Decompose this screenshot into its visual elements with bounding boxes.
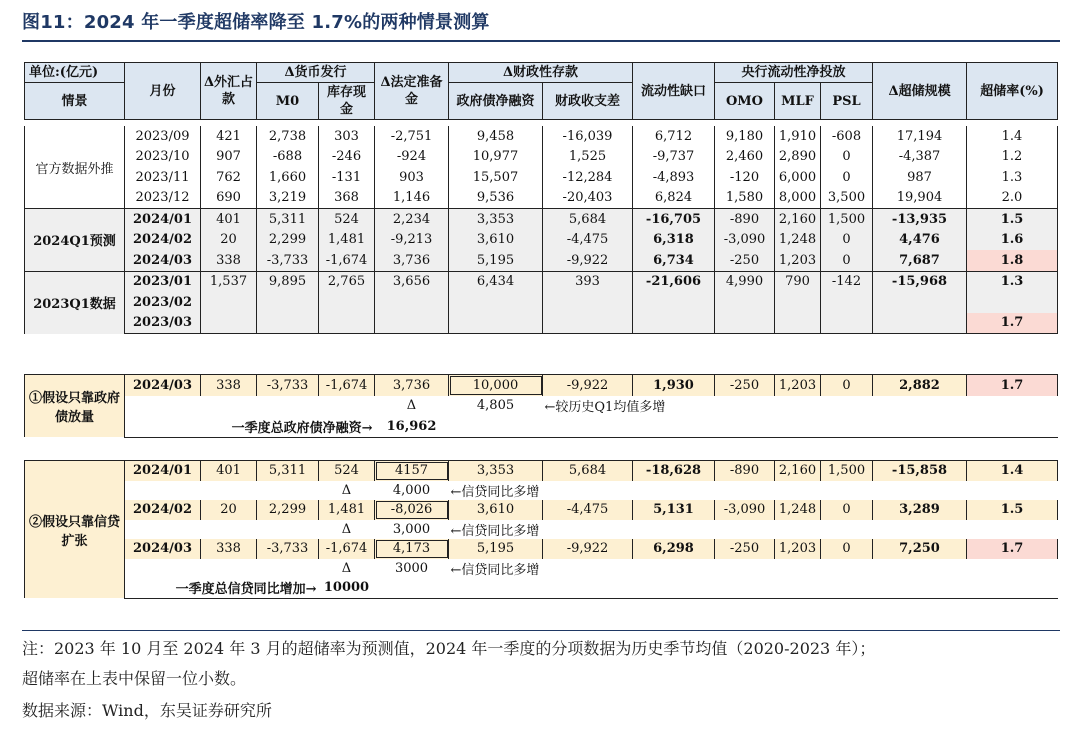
data-cell: 1,146 (375, 188, 449, 209)
empty-cell (201, 520, 257, 540)
table-row (25, 481, 1058, 501)
data-cell: -15,968 (873, 271, 967, 292)
data-cell (319, 313, 375, 334)
data-cell: 3,610 (449, 500, 543, 520)
data-cell: 1.3 (967, 167, 1058, 188)
data-cell: 0 (821, 147, 873, 168)
data-cell: 338 (201, 250, 257, 271)
data-cell: 762 (201, 167, 257, 188)
data-cell: 903 (375, 167, 449, 188)
data-cell: 1.2 (967, 147, 1058, 168)
data-cell: -688 (257, 147, 319, 168)
data-cell: 1,660 (257, 167, 319, 188)
header-month: 月份 (125, 63, 201, 120)
data-cell: 1.5 (967, 209, 1058, 230)
total-value: 16,962 (375, 416, 449, 437)
data-cell: -9,213 (375, 230, 449, 251)
data-cell: 1,203 (775, 250, 821, 271)
data-cell: 2,234 (375, 209, 449, 230)
data-cell: 1,500 (821, 461, 873, 481)
header-psl: PSL (821, 83, 873, 120)
data-cell: -3,090 (715, 230, 775, 251)
data-cell: 1,537 (201, 271, 257, 292)
scenario-label: 2024Q1预测 (25, 209, 125, 272)
data-cell: 2024/01 (125, 461, 201, 481)
data-cell: 5,684 (543, 461, 633, 481)
data-cell: 0 (821, 500, 873, 520)
empty-cell (967, 396, 1058, 417)
empty-cell (449, 416, 1058, 437)
data-cell: 5,311 (257, 461, 319, 481)
data-cell: 10,000 (449, 375, 543, 396)
data-cell: 421 (201, 126, 257, 147)
header-cash-group: Δ货币发行 (257, 63, 375, 83)
scenario1-table (24, 374, 1058, 438)
data-cell: -4,387 (873, 147, 967, 168)
header-mlf: MLF (775, 83, 821, 120)
empty-cell (125, 481, 201, 501)
data-cell (775, 292, 821, 313)
delta-value: 3,000 (392, 521, 431, 537)
data-cell: 3,353 (449, 209, 543, 230)
table-row (25, 250, 1058, 271)
data-cell: 9,458 (449, 126, 543, 147)
data-cell: -1,674 (319, 375, 375, 396)
table-row (25, 230, 1058, 251)
data-cell: 2.0 (967, 188, 1058, 209)
data-cell (543, 292, 633, 313)
data-cell: 0 (821, 230, 873, 251)
data-cell: 1.6 (967, 230, 1058, 251)
data-cell: 2,460 (715, 147, 775, 168)
data-cell: 2,160 (775, 461, 821, 481)
note-line-1: 注：2023 年 10 月至 2024 年 3 月的超储率为预测值，2024 年一季度的分项数据为历史季节均值（2020-2023 年）； (22, 639, 876, 658)
header-gov-bond: 政府债净融资 (449, 83, 543, 120)
data-cell: 4,476 (873, 230, 967, 251)
data-cell: -9,737 (633, 147, 715, 168)
data-cell: 2,299 (257, 500, 319, 520)
data-cell: 2024/03 (125, 250, 201, 271)
data-cell: 2,738 (257, 126, 319, 147)
data-cell: 790 (775, 271, 821, 292)
data-cell (821, 292, 873, 313)
data-cell (715, 313, 775, 334)
empty-cell (715, 481, 1058, 501)
note-line-2: 超储率在上表中保留一位小数。 (22, 669, 247, 688)
data-cell: 1,481 (319, 230, 375, 251)
data-cell: 9,536 (449, 188, 543, 209)
data-cell: 19,904 (873, 188, 967, 209)
delta-note: ←较历史Q1均值多增 (544, 400, 666, 416)
table-row (25, 271, 1058, 292)
table-row (25, 313, 1058, 334)
table-row (25, 292, 1058, 313)
table-row (25, 209, 1058, 230)
data-cell: 0 (821, 539, 873, 559)
data-cell (715, 292, 775, 313)
data-cell: -8,026 (375, 500, 449, 520)
empty-cell (319, 396, 375, 417)
data-cell: 1,248 (775, 500, 821, 520)
data-cell: 9,180 (715, 126, 775, 147)
data-cell: -15,858 (873, 461, 967, 481)
data-cell (319, 292, 375, 313)
data-cell: -4,475 (543, 230, 633, 251)
data-cell: -16,705 (633, 209, 715, 230)
data-cell: 2,160 (775, 209, 821, 230)
header-ratio: 超储率(%) (967, 63, 1058, 120)
data-cell (201, 313, 257, 334)
data-cell: -4,893 (633, 167, 715, 188)
data-cell: -246 (319, 147, 375, 168)
data-cell: 1,910 (775, 126, 821, 147)
data-cell: 5,195 (449, 250, 543, 271)
data-cell: 524 (319, 209, 375, 230)
table-row (25, 578, 1058, 598)
data-cell: 1.5 (967, 500, 1058, 520)
table-row (25, 126, 1058, 147)
data-cell: 2023/12 (125, 188, 201, 209)
data-cell: 6,298 (633, 539, 715, 559)
empty-cell (201, 559, 257, 579)
data-cell: 1,203 (775, 539, 821, 559)
total-label: 一季度总信贷同比增加→ (125, 578, 319, 598)
data-cell: 6,318 (633, 230, 715, 251)
header-fiscal-group: Δ财政性存款 (449, 63, 633, 83)
header-m0: M0 (257, 83, 319, 120)
figure-title: 图11：2024 年一季度超储率降至 1.7%的两种情景测算 (22, 12, 490, 33)
data-cell: -1,674 (319, 250, 375, 271)
data-cell: 6,734 (633, 250, 715, 271)
table-row (25, 375, 1058, 396)
main-table (24, 126, 1058, 334)
empty-cell (821, 396, 873, 417)
data-cell: -3,733 (257, 375, 319, 396)
data-cell: 1.4 (967, 126, 1058, 147)
data-cell: 1,481 (319, 500, 375, 520)
data-cell: 2,765 (319, 271, 375, 292)
scenario2-table (24, 460, 1058, 599)
table-row (25, 188, 1058, 209)
data-cell: 393 (543, 271, 633, 292)
data-cell: 524 (319, 461, 375, 481)
data-cell: 20 (201, 500, 257, 520)
data-cell: 5,195 (449, 539, 543, 559)
data-cell: 7,250 (873, 539, 967, 559)
data-cell: 15,507 (449, 167, 543, 188)
data-cell: 8,000 (775, 188, 821, 209)
data-cell: 2024/03 (125, 375, 201, 396)
table-row (25, 559, 1058, 579)
data-cell: -1,674 (319, 539, 375, 559)
data-cell: -13,935 (873, 209, 967, 230)
empty-cell (125, 396, 201, 417)
data-cell: -9,922 (543, 375, 633, 396)
header-liquidity: 流动性缺口 (633, 63, 715, 120)
empty-cell (775, 396, 821, 417)
data-cell (821, 313, 873, 334)
data-cell (873, 313, 967, 334)
data-cell: 6,712 (633, 126, 715, 147)
data-cell: 1,203 (775, 375, 821, 396)
empty-cell (257, 559, 319, 579)
data-cell: -250 (715, 250, 775, 271)
data-cell (375, 313, 449, 334)
data-cell: -3,733 (257, 539, 319, 559)
data-cell: 2024/03 (125, 539, 201, 559)
data-cell: 2024/02 (125, 230, 201, 251)
delta-note: ←信贷同比多增 (450, 562, 540, 578)
data-cell: -608 (821, 126, 873, 147)
data-cell: 5,311 (257, 209, 319, 230)
data-cell: -3,733 (257, 250, 319, 271)
data-cell: -12,284 (543, 167, 633, 188)
table-row (25, 500, 1058, 520)
total-label: 一季度总政府债净融资→ (125, 416, 375, 437)
empty-cell (375, 578, 1058, 598)
table-header (24, 62, 1058, 120)
header-fiscal-bal: 财政收支差 (543, 83, 633, 120)
data-cell: 2,890 (775, 147, 821, 168)
data-cell: 3,500 (821, 188, 873, 209)
data-cell: 3,656 (375, 271, 449, 292)
data-cell: 401 (201, 461, 257, 481)
data-cell: 17,194 (873, 126, 967, 147)
data-cell: -18,628 (633, 461, 715, 481)
data-cell: 7,687 (873, 250, 967, 271)
data-cell: 401 (201, 209, 257, 230)
data-cell (633, 313, 715, 334)
data-cell: 1.3 (967, 271, 1058, 292)
data-cell: 1,580 (715, 188, 775, 209)
empty-cell (257, 520, 319, 540)
data-cell: -16,039 (543, 126, 633, 147)
delta-symbol: Δ (341, 482, 352, 498)
scenario-label: ①假设只靠政府债放量 (25, 375, 125, 438)
empty-cell (873, 396, 967, 417)
data-cell: -9,922 (543, 539, 633, 559)
data-cell: 3,219 (257, 188, 319, 209)
data-cell: 6,000 (775, 167, 821, 188)
delta-symbol: Δ (341, 560, 352, 576)
data-cell: -131 (319, 167, 375, 188)
data-cell (449, 292, 543, 313)
data-cell: -9,922 (543, 250, 633, 271)
table-row (25, 167, 1058, 188)
data-cell (775, 313, 821, 334)
data-cell: 10,977 (449, 147, 543, 168)
data-cell: 303 (319, 126, 375, 147)
data-cell (873, 292, 967, 313)
data-cell (375, 292, 449, 313)
data-cell: 1.4 (967, 461, 1058, 481)
data-cell: 5,131 (633, 500, 715, 520)
data-cell (543, 313, 633, 334)
data-cell: 0 (821, 250, 873, 271)
data-cell: 0 (821, 167, 873, 188)
data-cell: 1.7 (967, 539, 1058, 559)
data-cell: 2,299 (257, 230, 319, 251)
data-cell: -890 (715, 209, 775, 230)
delta-note: ←信贷同比多增 (450, 484, 540, 500)
empty-cell (201, 396, 257, 417)
data-cell: 1,500 (821, 209, 873, 230)
data-cell: -21,606 (633, 271, 715, 292)
table-row (25, 416, 1058, 437)
table-row (25, 147, 1058, 168)
data-cell: 9,895 (257, 271, 319, 292)
empty-cell (125, 559, 201, 579)
delta-value: 4,000 (392, 482, 431, 498)
data-cell: 6,824 (633, 188, 715, 209)
data-cell (967, 292, 1058, 313)
table-row (25, 520, 1058, 540)
data-cell: 2024/01 (125, 209, 201, 230)
data-cell: 2024/02 (125, 500, 201, 520)
data-cell: -890 (715, 461, 775, 481)
table-row (25, 461, 1058, 481)
scenario-label: ②假设只靠信贷扩张 (25, 461, 125, 599)
header-scenario: 情景 (25, 83, 125, 120)
data-cell: 2023/10 (125, 147, 201, 168)
delta-note: ←信贷同比多增 (450, 523, 540, 539)
footer-divider (22, 630, 1060, 631)
data-cell: 3,736 (375, 375, 449, 396)
data-cell: -250 (715, 539, 775, 559)
delta-value: 4,805 (476, 398, 515, 414)
data-cell: 2023/09 (125, 126, 201, 147)
data-cell: -3,090 (715, 500, 775, 520)
total-value: 10000 (319, 578, 375, 598)
header-excess: Δ超储规模 (873, 63, 967, 120)
data-cell: 2023/03 (125, 313, 201, 334)
data-cell: -250 (715, 375, 775, 396)
data-cell (257, 292, 319, 313)
data-cell: 1.7 (967, 313, 1058, 334)
unit-label: 单位:(亿元) (25, 63, 125, 83)
data-cell: 20 (201, 230, 257, 251)
data-cell: 1,248 (775, 230, 821, 251)
data-cell: 338 (201, 375, 257, 396)
data-cell: 690 (201, 188, 257, 209)
header-fx: Δ外汇占款 (201, 63, 257, 120)
empty-cell (257, 396, 319, 417)
table-row (25, 539, 1058, 559)
data-cell: 2,882 (873, 375, 967, 396)
data-cell: 4157 (375, 461, 449, 481)
delta-symbol: Δ (406, 398, 417, 414)
table-row (25, 396, 1058, 417)
empty-cell (715, 559, 1058, 579)
data-cell: 2023/01 (125, 271, 201, 292)
empty-cell (201, 481, 257, 501)
data-cell: 1,525 (543, 147, 633, 168)
data-cell: 907 (201, 147, 257, 168)
data-cell: 987 (873, 167, 967, 188)
data-cell: -20,403 (543, 188, 633, 209)
data-cell: -142 (821, 271, 873, 292)
data-cell: 4,173 (375, 539, 449, 559)
scenario-label: 2023Q1数据 (25, 271, 125, 334)
data-cell: 2023/02 (125, 292, 201, 313)
data-cell: 6,434 (449, 271, 543, 292)
data-cell: 368 (319, 188, 375, 209)
header-cb-group: 央行流动性净投放 (715, 63, 873, 83)
data-cell: 0 (821, 375, 873, 396)
delta-value: 3000 (394, 560, 429, 576)
source-line: 数据来源：Wind，东吴证券研究所 (22, 701, 272, 720)
delta-symbol: Δ (341, 521, 352, 537)
header-omo: OMO (715, 83, 775, 120)
data-cell: 1,930 (633, 375, 715, 396)
data-cell: 3,610 (449, 230, 543, 251)
data-cell: -2,751 (375, 126, 449, 147)
data-cell: 1.7 (967, 375, 1058, 396)
data-cell (633, 292, 715, 313)
data-cell (201, 292, 257, 313)
scenario-label: 官方数据外推 (25, 126, 125, 209)
data-cell: 4,990 (715, 271, 775, 292)
title-divider (22, 40, 1060, 42)
data-cell (257, 313, 319, 334)
data-cell: -120 (715, 167, 775, 188)
data-cell: 3,289 (873, 500, 967, 520)
header-vault: 库存现金 (319, 83, 375, 120)
data-cell: 5,684 (543, 209, 633, 230)
data-cell: 1.8 (967, 250, 1058, 271)
header-rrr: Δ法定准备金 (375, 63, 449, 120)
empty-cell (125, 520, 201, 540)
data-cell (449, 313, 543, 334)
data-cell: 338 (201, 539, 257, 559)
data-cell: 2023/11 (125, 167, 201, 188)
data-cell: 3,353 (449, 461, 543, 481)
empty-cell (715, 520, 1058, 540)
data-cell: -4,475 (543, 500, 633, 520)
data-cell: 3,736 (375, 250, 449, 271)
empty-cell (257, 481, 319, 501)
data-cell: -924 (375, 147, 449, 168)
